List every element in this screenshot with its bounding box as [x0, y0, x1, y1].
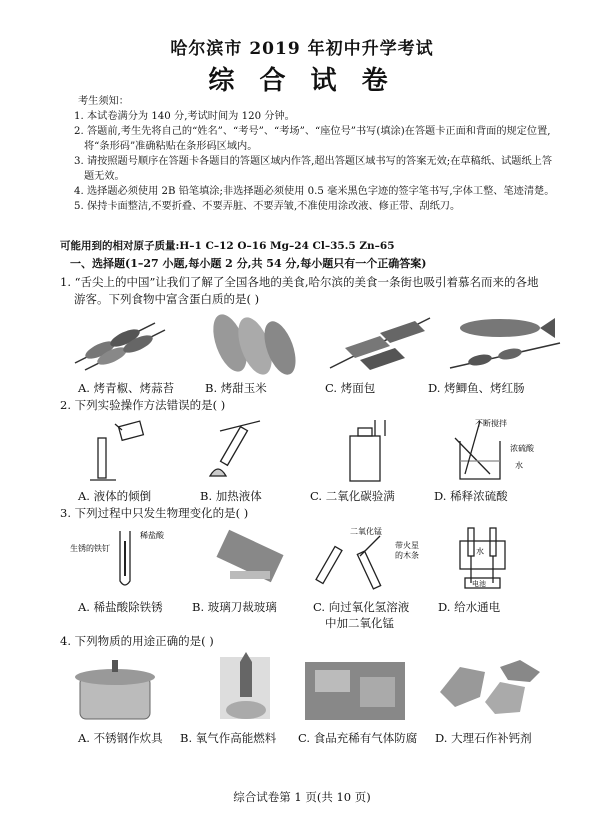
question-1 [60, 274, 570, 308]
notice-item-3: 3. 请按照题号顺序在答题卡各题目的答题区域内作答,超出答题区域书写的答案无效;在草稿纸、试题纸上答题无效。 [74, 156, 553, 182]
bread-skewer-icon [330, 318, 430, 370]
q1-option-a: A. 烤青椒、烤蒜苔 [78, 381, 175, 395]
corn-icon [207, 310, 302, 378]
q2-option-d: D. 稀释浓硫酸 [434, 489, 508, 503]
question-1-line2: 游客。下列食物中富含蛋白质的是( ) [74, 292, 260, 306]
lab-illustrations-q3 [60, 526, 580, 596]
dilute-acid-icon [455, 421, 500, 479]
notice-item-5: 5. 保持卡面整洁,不要折叠、不要弄脏、不要弄皱,不准使用涂改液、修正带、刮纸刀。 [74, 201, 461, 212]
heating-liquid-icon [210, 421, 260, 476]
question-3-stem: 3. 下列过程中只发生物理变化的是( ) [60, 506, 249, 520]
q2-option-a: A. 液体的倾倒 [78, 489, 152, 503]
q4-option-a: A. 不锈钢作炊具 [78, 731, 163, 745]
electrolysis-icon [460, 528, 505, 588]
photo-illustrations-q4 [60, 652, 580, 727]
q3-option-a: A. 稀盐酸除铁锈 [78, 600, 163, 614]
q3-option-b: B. 玻璃刀裁玻璃 [192, 600, 277, 614]
label-mno2: 二氧化锰 [350, 527, 382, 536]
lab-illustrations-q2 [60, 416, 580, 486]
q2-option-c: C. 二氧化碳验满 [310, 489, 395, 503]
food-illustrations [60, 308, 580, 378]
q3-option-c: C. 向过氧化氢溶液 [313, 600, 410, 614]
q1-option-c: C. 烤面包 [325, 381, 376, 395]
question-2-stem: 2. 下列实验操作方法错误的是( ) [60, 398, 226, 412]
food-package-icon [305, 662, 405, 720]
glass-cutter-icon [216, 530, 283, 583]
exam-title: 哈尔滨市 2019 年初中升学考试 [170, 39, 434, 59]
label-water: 水 [515, 461, 523, 470]
marble-pieces-icon [440, 660, 540, 714]
fish-sausage-icon [450, 318, 560, 368]
section-heading: 一、选择题(1–27 小题,每小题 2 分,共 54 分,每小题只有一个正确答案) [70, 257, 427, 270]
q3-option-c-line2: 中加二氧化锰 [325, 616, 394, 630]
q2-option-b: B. 加热液体 [200, 489, 262, 503]
exam-subtitle: 综 合 试 卷 [208, 66, 396, 96]
co2-test-icon [350, 420, 385, 481]
test-tube-nail-icon [120, 531, 130, 585]
notice-block [60, 94, 560, 214]
question-1-line1: 1. “舌尖上的中国”让我们了解了全国各地的美食,哈尔滨的美食一条街也吸引着慕名而来的各地 [60, 275, 539, 289]
q4-option-d: D. 大理石作补钙剂 [435, 731, 532, 745]
q3-option-d: D. 给水通电 [438, 600, 501, 614]
q1-option-d: D. 烤鲫鱼、烤红肠 [428, 381, 525, 395]
label-conc-acid: 浓硫酸 [510, 444, 534, 453]
rocket-launch-icon [220, 652, 270, 719]
q1-option-b: B. 烤甜玉米 [205, 381, 267, 395]
label-splint-1: 带火星 [395, 541, 419, 550]
q4-option-c: C. 食品充稀有气体防腐 [298, 731, 418, 745]
q4-option-b: B. 氧气作高能燃料 [180, 731, 277, 745]
label-splint-2: 的木条 [395, 551, 419, 560]
pouring-liquid-icon [90, 421, 143, 480]
question-4-stem: 4. 下列物质的用途正确的是( ) [60, 634, 214, 648]
peppers-skewer-icon [75, 323, 165, 370]
notice-item-4: 4. 选择题必须使用 2B 铅笔填涂;非选择题必须使用 0.5 毫米黑色字迹的签字笔书写,字体工整、笔迹清楚。 [74, 186, 555, 197]
pressure-cooker-icon [75, 660, 155, 719]
catalyst-tubes-icon [316, 536, 381, 589]
notice-item-1: 1. 本试卷满分为 140 分,考试时间为 120 分钟。 [74, 111, 295, 122]
label-nail: 生锈的铁钉 [70, 544, 110, 553]
notice-head: 考生须知： [78, 96, 129, 107]
page-footer: 综合试卷第 1 页(共 10 页) [233, 790, 371, 804]
label-hcl: 稀盐酸 [140, 531, 164, 540]
label-battery: 电池 [472, 580, 486, 588]
label-stir: 不断搅拌 [475, 419, 507, 428]
atomic-masses: 可能用到的相对原子质量:H–1 C–12 O–16 Mg–24 Cl–35.5 Zn–65 [60, 240, 395, 252]
label-water-q3: 水 [476, 547, 484, 556]
notice-item-2: 2. 答题前,考生先将自己的“姓名”、“考号”、“考场”、“座位号”书写(填涂)在答题卡正面和背面的规定位置,将“条形码”准确粘贴在条形码区域内。 [74, 126, 551, 152]
question-4-figures [60, 652, 580, 742]
